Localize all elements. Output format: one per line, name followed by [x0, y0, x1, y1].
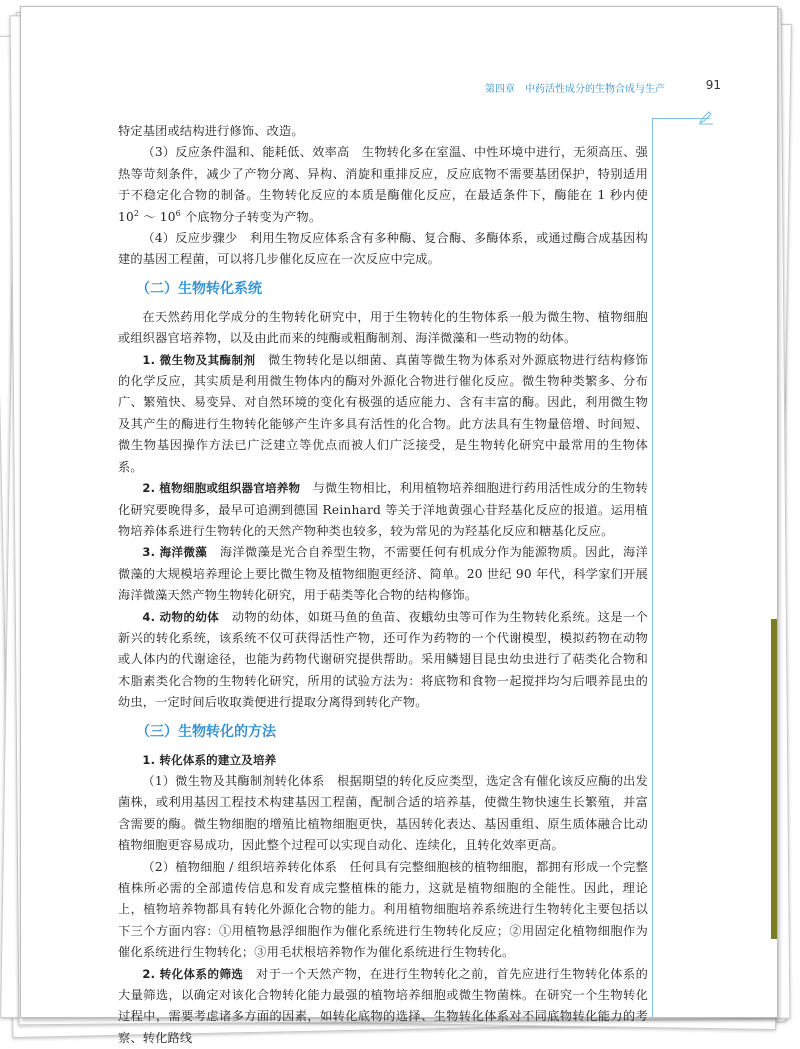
- pencil-icon: [698, 111, 714, 125]
- page-number: 91: [705, 78, 721, 92]
- chapter-title: 第四章 中药活性成分的生物合成与生产: [485, 84, 665, 95]
- paragraph: 4. 动物的幼体 动物的幼体，如斑马鱼的鱼苗、夜蛾幼虫等可作为生物转化系统。这是一个新兴的转化系统，该系统不仅可获得活性产物，还可作为药物的一个代谢模型，模拟药物在动物或人体内的代谢途径，也能为药物代谢研究提供帮助。采用鳞翅目昆虫幼虫进行了萜类化合物和木脂素类化合物的生物转化研究，所用的试验方法为：将底物和食物一起搅拌均匀后喂养昆虫的幼虫，一定时间后收取粪便进行提取分离得到转化产物。: [118, 609, 648, 710]
- margin-bracket: [652, 118, 710, 1018]
- paragraph: 在天然药用化学成分的生物转化研究中，用于生物转化的生物体系一般为微生物、植物细胞或组织器官培养物，以及由此而来的纯酶或粗酶制剂、海洋微藻和一些动物的幼体。: [118, 309, 648, 346]
- paragraph: 特定基团或结构进行修饰、改造。: [118, 124, 304, 138]
- section-heading: （三）生物转化的方法: [136, 723, 276, 740]
- paragraph: 2. 植物细胞或组织器官培养物 与微生物相比，利用植物培养细胞进行药用活性成分的生物转化研究要晚得多，最早可追溯到德国 Reinhard 等关于洋地黄强心苷羟基化反应的报道。运用植物培养体系进行生物转化的天然产物种类也较多，较为常见的为羟基化反应和糖基化反应。: [118, 481, 648, 538]
- paragraph: （2）植物细胞 / 组织培养转化体系 任何具有完整细胞核的植物细胞，都拥有形成一个完整植株所必需的全部遗传信息和发育成完整植株的能力，这就是植物细胞的全能性。因此，理论上，植物培养物都具有转化外源化合物的能力。利用植物细胞培养系统进行生物转化主要包括以下三个方面内容：①用植物悬浮细胞作为催化系统进行生物转化反应；②用固定化植物细胞作为催化系统进行生物转化；③用毛状根培养物作为催化系统进行生物转化。: [118, 859, 648, 960]
- section-heading: （二）生物转化系统: [136, 280, 262, 297]
- subheading: 1. 转化体系的建立及培养: [142, 752, 277, 767]
- paragraph: 1. 微生物及其酶制剂 微生物转化是以细菌、真菌等微生物为体系对外源底物进行结构修饰的化学反应，其实质是利用微生物体内的酶对外源化合物进行催化反应。微生物种类繁多、分布广、繁殖快、易变异、对自然环境的变化有极强的适应能力、含有丰富的酶。因此，利用微生物及其产生的酶进行生物转化能够产生许多具有活性的化合物。此方法具有生物量倍增、时间短、微生物基因操作方法已广泛建立等优点而被人们广泛接受，是生物转化研究中最常用的生物体系。: [118, 352, 649, 474]
- paragraph: （3）反应条件温和、能耗低、效率高 生物转化多在室温、中性环境中进行，无须高压、强热等苛刻条件，减少了产物分离、异构、消旋和重排反应，反应底物不需要基团保护，特别适用于不稳定化合物的制备。生物转化反应的本质是酶催化反应，在最适条件下，酶能在 1 秒内使 $10^2$ ～ $10^6$ 个底物分子转变为产物。: [118, 145, 648, 224]
- paragraph: （1）微生物及其酶制剂转化体系 根据期望的转化反应类型，选定含有催化该反应酶的出发菌株，或利用基因工程技术构建基因工程菌，配制合适的培养基，使微生物快速生长繁殖，并富含需要的酶。微生物细胞的增殖比植物细胞更快，基因转化表达、基因重组、原生质体融合比动植物细胞更容易成功，因此整个过程可以实现自动化、连续化，且转化效率更高。: [118, 773, 648, 853]
- paragraph: （4）反应步骤少 利用生物反应体系含有多种酶、复合酶、多酶体系，或通过酶合成基因构建的基因工程菌，可以将几步催化反应在一次反应中完成。: [118, 231, 648, 267]
- side-tab: [771, 619, 777, 939]
- page-header: [21, 80, 777, 96]
- paragraph: 2. 转化体系的筛选 对于一个天然产物，在进行生物转化之前，首先应进行生物转化体系的大量筛选，以确定对该化合物转化能力最强的植物培养细胞或微生物菌株。在研究一个生物转化过程中，需要考虑诸多方面的因素，如转化底物的选择、生物转化体系对不同底物转化能力的考察、转化路线: [118, 966, 648, 1045]
- paragraph: 3. 海洋微藻 海洋微藻是光合自养型生物，不需要任何有机成分作为能源物质。因此，海洋微藻的大规模培养理论上要比微生物及植物细胞更经济、简单。20 世纪 90 年代，科学家们开展海洋微藻天然产物生物转化研究，用于萜类等化合物的结构修饰。: [118, 545, 649, 603]
- page-content: [118, 121, 648, 1049]
